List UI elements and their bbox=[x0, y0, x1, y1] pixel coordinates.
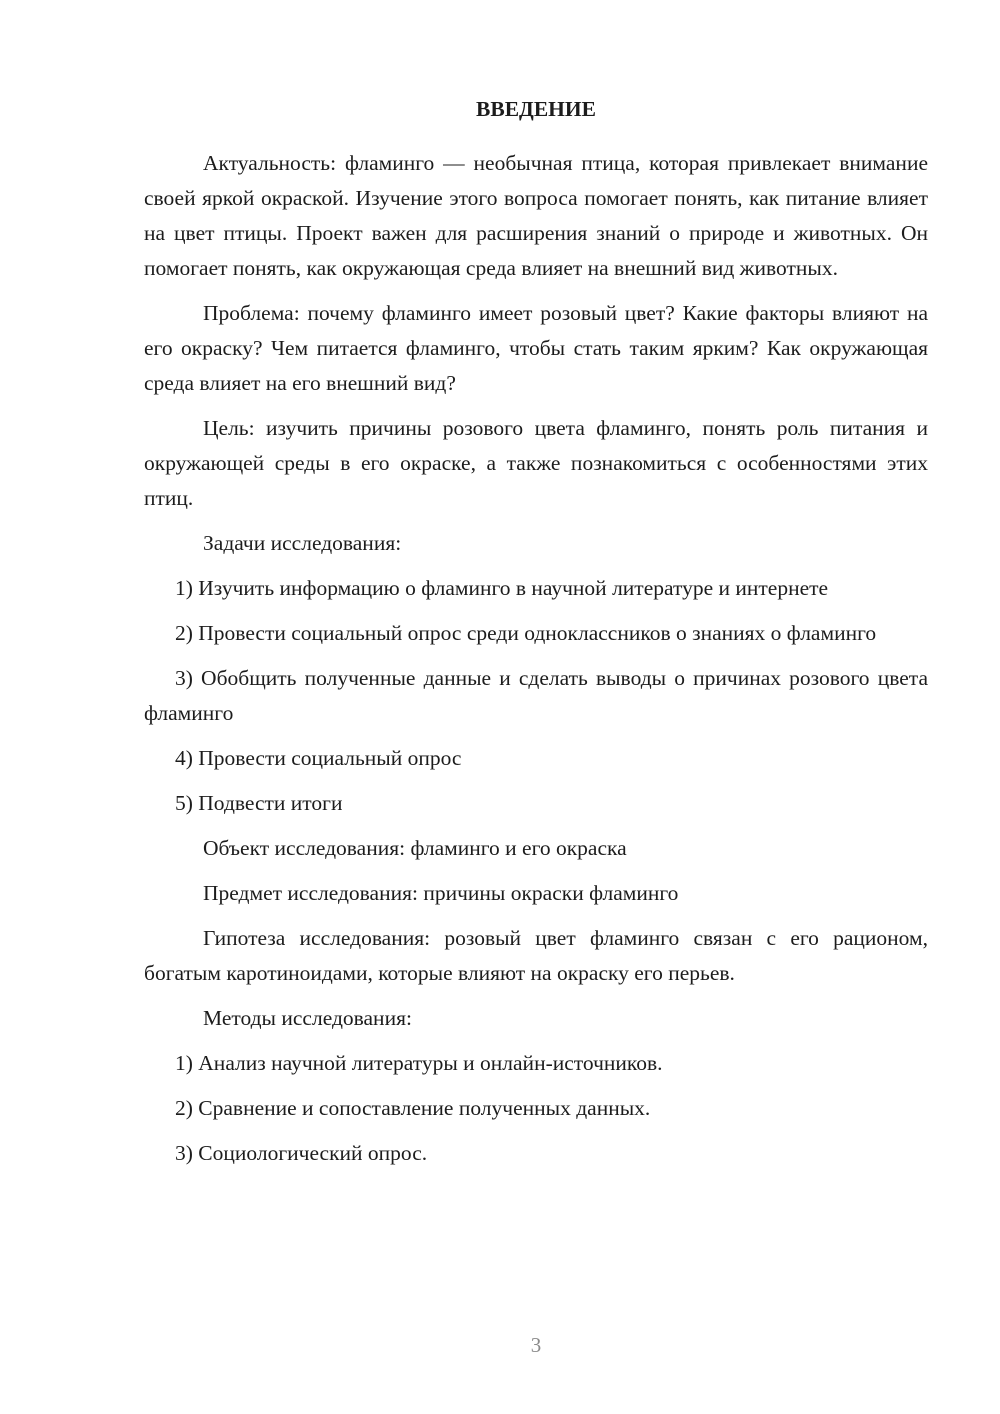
task-item-4: 4) Провести социальный опрос bbox=[175, 746, 462, 770]
method-item-2: 2) Сравнение и сопоставление полученных данных. bbox=[175, 1096, 651, 1120]
method-item-1: 1) Анализ научной литературы и онлайн-источников. bbox=[175, 1051, 663, 1075]
document-page bbox=[144, 92, 928, 1181]
task-item-2: 2) Провести социальный опрос среди одноклассников о знаниях о фламинго bbox=[175, 621, 877, 645]
paragraph-problem: Проблема: почему фламинго имеет розовый цвет? Какие факторы влияют на его окраску? Чем питается фламинго, чтобы стать таким ярким? Как окружающая среда влияет на его внешний вид? bbox=[144, 301, 928, 395]
research-hypothesis: Гипотеза исследования: розовый цвет фламинго связан с его рационом, богатым каротиноидами, которые влияют на окраску его перьев. bbox=[144, 926, 928, 985]
task-item-3: 3) Обобщить полученные данные и сделать выводы о причинах розового цвета фламинго bbox=[144, 666, 928, 725]
page-number: 3 bbox=[530, 1333, 542, 1357]
task-item-1: 1) Изучить информацию о фламинго в научной литературе и интернете bbox=[175, 576, 829, 600]
task-item-5: 5) Подвести итоги bbox=[175, 791, 343, 815]
method-item-3: 3) Социологический опрос. bbox=[175, 1141, 428, 1165]
tasks-heading: Задачи исследования: bbox=[203, 531, 402, 555]
paragraph-relevance: Актуальность: фламинго — необычная птица, которая привлекает внимание своей яркой окраской. Изучение этого вопроса помогает понять, как питание влияет на цвет птицы. Проект важен для расширения знаний о природе и животных. Он помогает понять, как окружающая среда влияет на внешний вид животных. bbox=[144, 151, 928, 280]
methods-heading: Методы исследования: bbox=[203, 1006, 412, 1030]
section-title: ВВЕДЕНИЕ bbox=[476, 97, 596, 121]
paragraph-goal: Цель: изучить причины розового цвета фламинго, понять роль питания и окружающей среды в его окраске, а также познакомиться с особенностями этих птиц. bbox=[144, 416, 928, 510]
research-object: Объект исследования: фламинго и его окраска bbox=[203, 836, 627, 860]
research-subject: Предмет исследования: причины окраски фламинго bbox=[203, 881, 679, 905]
